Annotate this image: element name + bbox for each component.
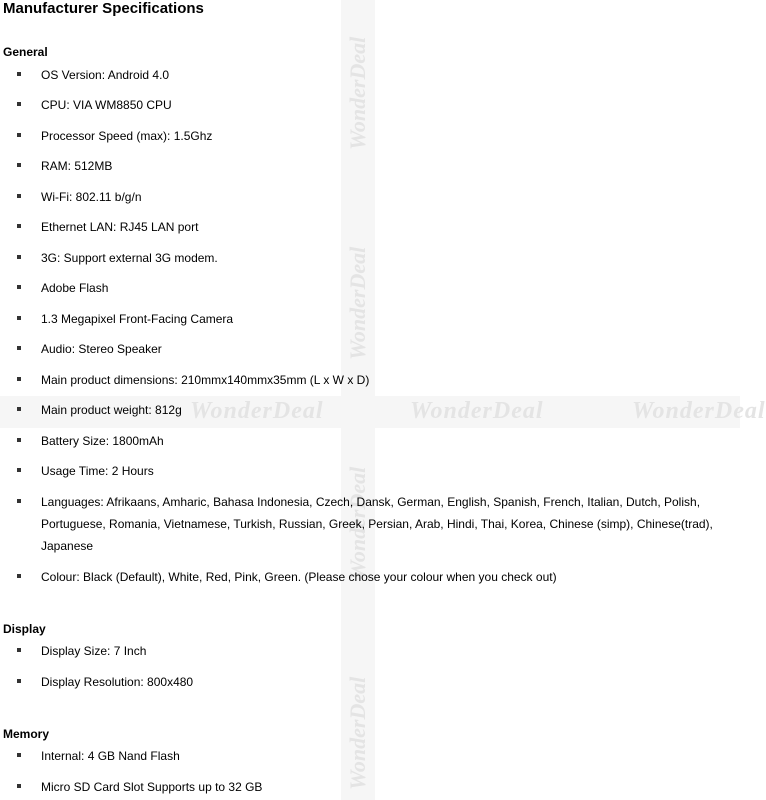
spec-text: Wi-Fi: 802.11 b/g/n	[41, 190, 142, 204]
spec-text: RAM: 512MB	[41, 159, 113, 173]
spec-text: Adobe Flash	[41, 281, 109, 295]
spec-text: Micro SD Card Slot Supports up to 32 GB	[41, 780, 263, 794]
spec-text: Languages: Afrikaans, Amharic, Bahasa Indonesia, Czech, Dansk, German, English, Spanish, French, Italian, Dutch, Polish, Portuguese, Romania, Vietnamese, Turkish, Russian, Greek, Persian, Arab, Hindi, Thai, Korea, Chinese (simp), Chinese(trad), Japanese	[41, 495, 713, 553]
bullet-icon	[17, 194, 21, 198]
spec-text: 3G: Support external 3G modem.	[41, 251, 218, 265]
bullet-icon	[17, 784, 21, 788]
spec-text: Main product weight: 812g	[41, 403, 182, 417]
bullet-icon	[17, 133, 21, 137]
spec-text: Audio: Stereo Speaker	[41, 342, 162, 356]
section-heading-memory: Memory	[3, 727, 50, 741]
section-heading-display: Display	[3, 622, 46, 636]
spec-text: Usage Time: 2 Hours	[41, 464, 154, 478]
bullet-icon	[17, 224, 21, 228]
bullet-icon	[17, 163, 21, 167]
bullet-icon	[17, 468, 21, 472]
spec-text: Battery Size: 1800mAh	[41, 434, 164, 448]
bullet-icon	[17, 377, 21, 381]
spec-text: 1.3 Megapixel Front-Facing Camera	[41, 312, 234, 326]
bullet-icon	[17, 316, 21, 320]
watermark-text: WonderDeal	[345, 466, 370, 580]
watermark-text: WonderDeal	[345, 676, 370, 790]
bullet-icon	[17, 679, 21, 683]
watermark-text: WonderDeal	[345, 36, 370, 150]
bullet-icon	[17, 753, 21, 757]
section-heading-general: General	[3, 45, 48, 59]
spec-text: Main product dimensions: 210mmx140mmx35mm (L x W x D)	[41, 373, 370, 387]
bullet-icon	[17, 346, 21, 350]
bullet-icon	[17, 102, 21, 106]
spec-text: Display Size: 7 Inch	[41, 644, 147, 658]
bullet-icon	[17, 438, 21, 442]
spec-text: CPU: VIA WM8850 CPU	[41, 98, 172, 112]
bullet-icon	[17, 285, 21, 289]
watermark-text: WonderDeal	[632, 398, 766, 424]
bullet-icon	[17, 255, 21, 259]
spec-text: Ethernet LAN: RJ45 LAN port	[41, 220, 199, 234]
bullet-icon	[17, 648, 21, 652]
spec-text: Internal: 4 GB Nand Flash	[41, 749, 180, 763]
spec-text: Display Resolution: 800x480	[41, 675, 194, 689]
bullet-icon	[17, 574, 21, 578]
bullet-icon	[17, 72, 21, 76]
watermark-text: WonderDeal	[410, 398, 544, 424]
spec-text: OS Version: Android 4.0	[41, 68, 170, 82]
page-title: Manufacturer Specifications	[3, 0, 204, 17]
bullet-icon	[17, 407, 21, 411]
spec-text: Colour: Black (Default), White, Red, Pink, Green. (Please chose your colour when you check out)	[41, 570, 557, 584]
spec-text: Processor Speed (max): 1.5Ghz	[41, 129, 213, 143]
watermark-text: WonderDeal	[190, 398, 324, 424]
bullet-icon	[17, 499, 21, 503]
watermark-text: WonderDeal	[345, 246, 370, 360]
